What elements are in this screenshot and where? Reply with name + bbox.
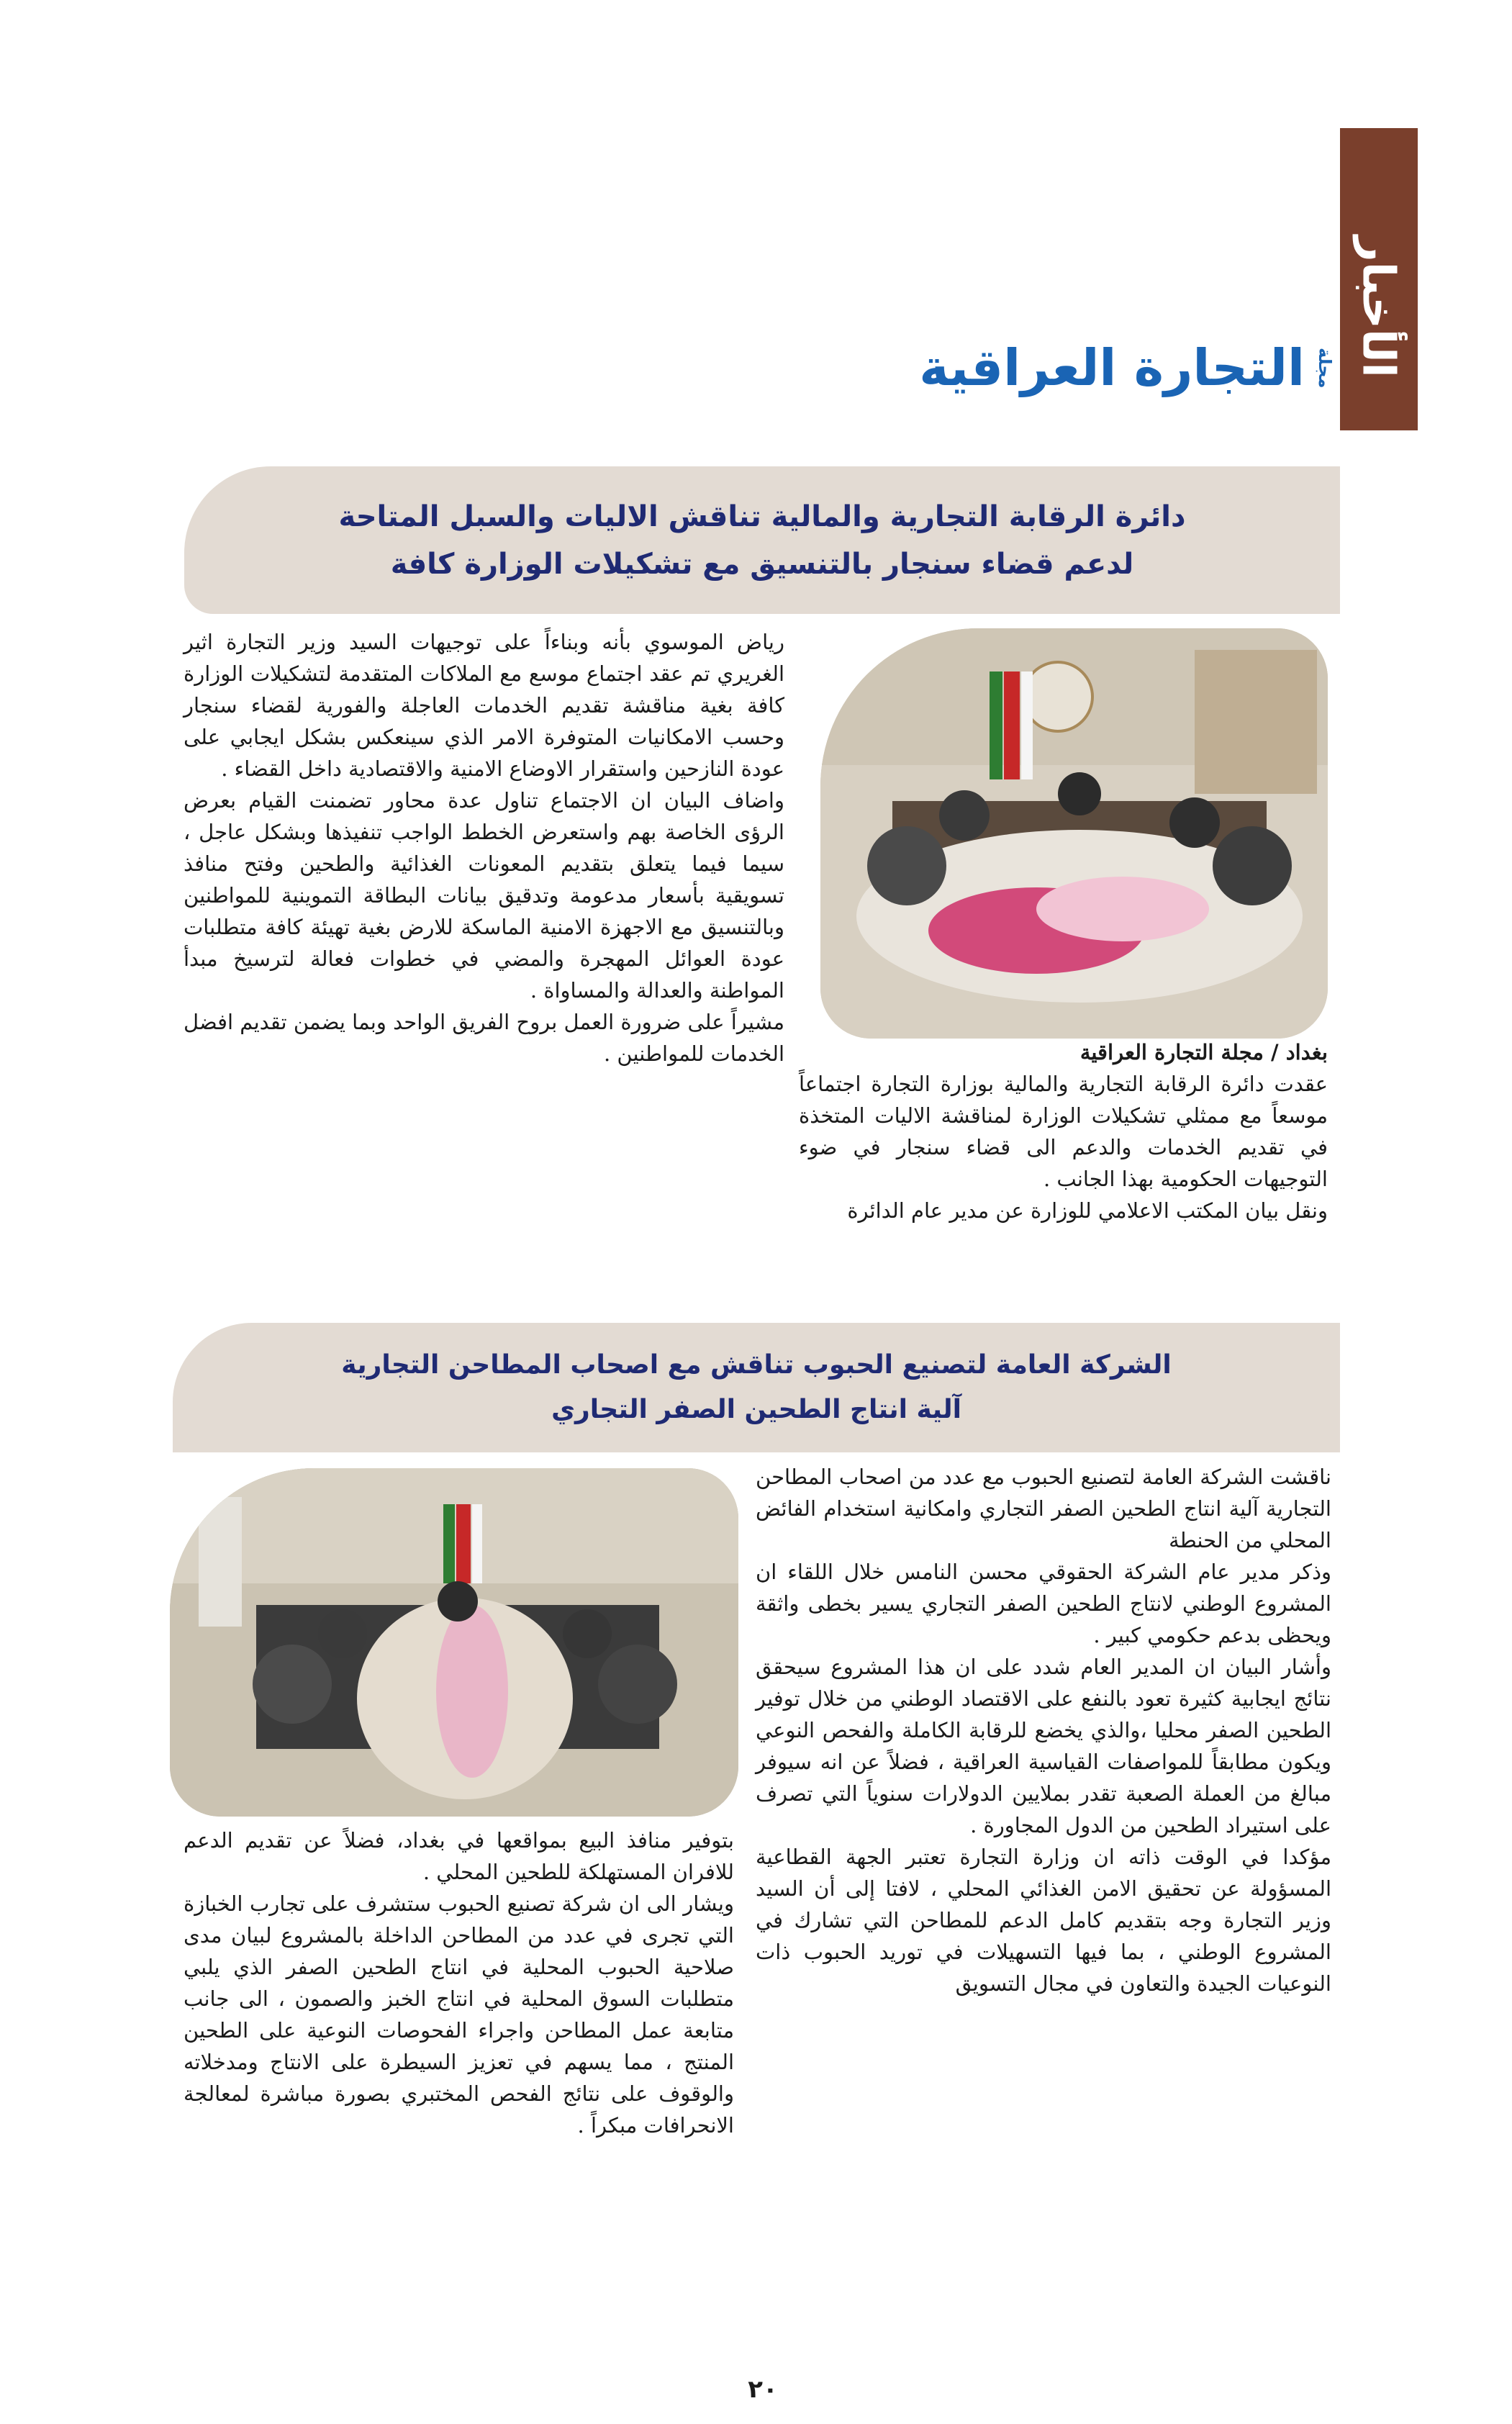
article2-paragraph: وأشار البيان ان المدير العام شدد على ان هذا المشروع سيحقق نتائج ايجابية كثيرة تعود بالنفع على الاقتصاد الوطني من خلال توفير الطحين الصفر محليا ،والذي يخضع للرقابة الكاملة والفحص النوعي ويكون مطابقاً للمواصفات القياسية العراقية ، فضلاً عن انه سيوفر مبالغ من العملة الصعبة تقدر بملايين الدولارات سنوياً التي تصرف على استيراد الطحين من الدول المجاورة . — [756, 1655, 1331, 1837]
masthead-small-label: مجلة — [1315, 347, 1335, 389]
article1-paragraph: ونقل بيان المكتب الاعلامي للوزارة عن مدير عام الدائرة — [847, 1198, 1328, 1223]
article1-paragraph: عقدت دائرة الرقابة التجارية والمالية بوزارة التجارة اجتماعاً موسعاً مع ممثلي تشكيلات الوزارة لمناقشة الاليات المتخذة في تقديم الخدمات والدعم الى قضاء سنجار في ضوء التوجيهات الحكومية بهذا الجانب . — [799, 1072, 1328, 1191]
article2-column-left — [184, 1824, 734, 2141]
article1-dateline: بغداد / مجلة التجارة العراقية — [1079, 1040, 1328, 1064]
article1-paragraph: واضاف البيان ان الاجتماع تناول عدة محاور تضمنت القيام بعرض الرؤى الخاصة بهم واستعرض الخطط الواجب تنفيذها وبشكل عاجل ، سيما فيما يتعلق بتقديم المعونات الغذائية والطحين وفتح منافذ تسويقية بأسعار مدعومة وتدقيق بيانات البطاقة التموينية للمواطنين وبالتنسيق مع الاجهزة الامنية الماسكة للارض بغية تهيئة كافة متطلبات عودة العوائل المهجرة والمضي في خطوات فعالة لترسيخ مبدأ المواطنة والعدالة والمساواة . — [184, 788, 784, 1003]
article1-column-right — [799, 1036, 1328, 1226]
article2-headline-line1: الشركة العامة لتصنيع الحبوب تناقش مع اصحاب المطاحن التجارية — [341, 1350, 1172, 1380]
magazine-masthead — [919, 338, 1335, 397]
article2-meeting-photo — [170, 1468, 738, 1817]
masthead-title: التجارة العراقية — [919, 338, 1305, 397]
article1-paragraph: مشيراً على ضرورة العمل بروح الفريق الواحد وبما يضمن تقديم افضل الخدمات للمواطنين . — [184, 1010, 784, 1066]
article2-paragraph: ناقشت الشركة العامة لتصنيع الحبوب مع عدد من اصحاب المطاحن التجارية آلية انتاج الطحين الصفر التجاري وامكانية استخدام الفائض المحلي من الحنطة — [756, 1465, 1331, 1552]
article1-headline — [184, 466, 1340, 614]
article2-paragraph: وذكر مدير عام الشركة الحقوقي محسن النامس خلال اللقاء ان المشروع الوطني لانتاج الطحين الصفر التجاري يسير بخطى واثقة ويحظى بدعم حكومي كبير . — [756, 1560, 1331, 1647]
article1-column-left — [184, 626, 784, 1069]
article2-headline — [173, 1323, 1340, 1452]
article1-headline-line1: دائرة الرقابة التجارية والمالية تناقش الاليات والسبل المتاحة — [338, 499, 1186, 533]
article1-headline-line2: لدعم قضاء سنجار بالتنسيق مع تشكيلات الوزارة كافة — [390, 547, 1134, 581]
section-tab — [1340, 128, 1418, 430]
article2-column-right — [756, 1461, 1331, 1999]
article2-paragraph: مؤكدا في الوقت ذاته ان وزارة التجارة تعتبر الجهة القطاعية المسؤولة عن تحقيق الامن الغذائي المحلي ، لافتا إلى أن السيد وزير التجارة وجه بتقديم كامل الدعم للمطاحن التي تشارك في المشروع الوطني ، بما فيها التسهيلات في توريد الحبوب ذات النوعيات الجيدة والتعاون في مجال التسويق — [756, 1845, 1331, 1996]
article1-meeting-photo — [820, 628, 1328, 1039]
article2-paragraph: بتوفير منافذ البيع بمواقعها في بغداد، فضلاً عن تقديم الدعم للافران المستهلكة للطحين المحلي . — [184, 1828, 734, 1884]
article1-paragraph: رياض الموسوي بأنه وبناءاً على توجيهات السيد وزير التجارة اثير الغريري تم عقد اجتماع موسع مع الملاكات المتقدمة لتشكيلات الوزارة كافة بغية مناقشة تقديم الخدمات العاجلة والفورية لقضاء سنجار وحسب الامكانيات المتوفرة الامر الذي سينعكس بشكل ايجابي على عودة النازحين واستقرار الاوضاع الامنية والاقتصادية داخل القضاء . — [184, 630, 784, 781]
article2-paragraph: ويشار الى ان شركة تصنيع الحبوب ستشرف على تجارب الخبازة التي تجرى في عدد من المطاحن الداخلة بالمشروع لبيان مدى صلاحية الحبوب المحلية في انتاج الطحين الصفر الذي يلبي متطلبات السوق المحلية في انتاج الخبز والصمون ، الى جانب متابعة عمل المطاحن واجراء الفحوصات النوعية على الطحين المنتج ، مما يسهم في تعزيز السيطرة على الانتاج ومدخلاته والوقوف على نتائج الفحص المختبري بصورة مباشرة لمعالجة الانحرافات مبكراً . — [184, 1891, 734, 2138]
article2-headline-line2: آلية انتاج الطحين الصفر التجاري — [551, 1395, 961, 1424]
page-number: ٢٠ — [748, 2375, 778, 2404]
section-label: الأخبار — [1352, 236, 1405, 378]
